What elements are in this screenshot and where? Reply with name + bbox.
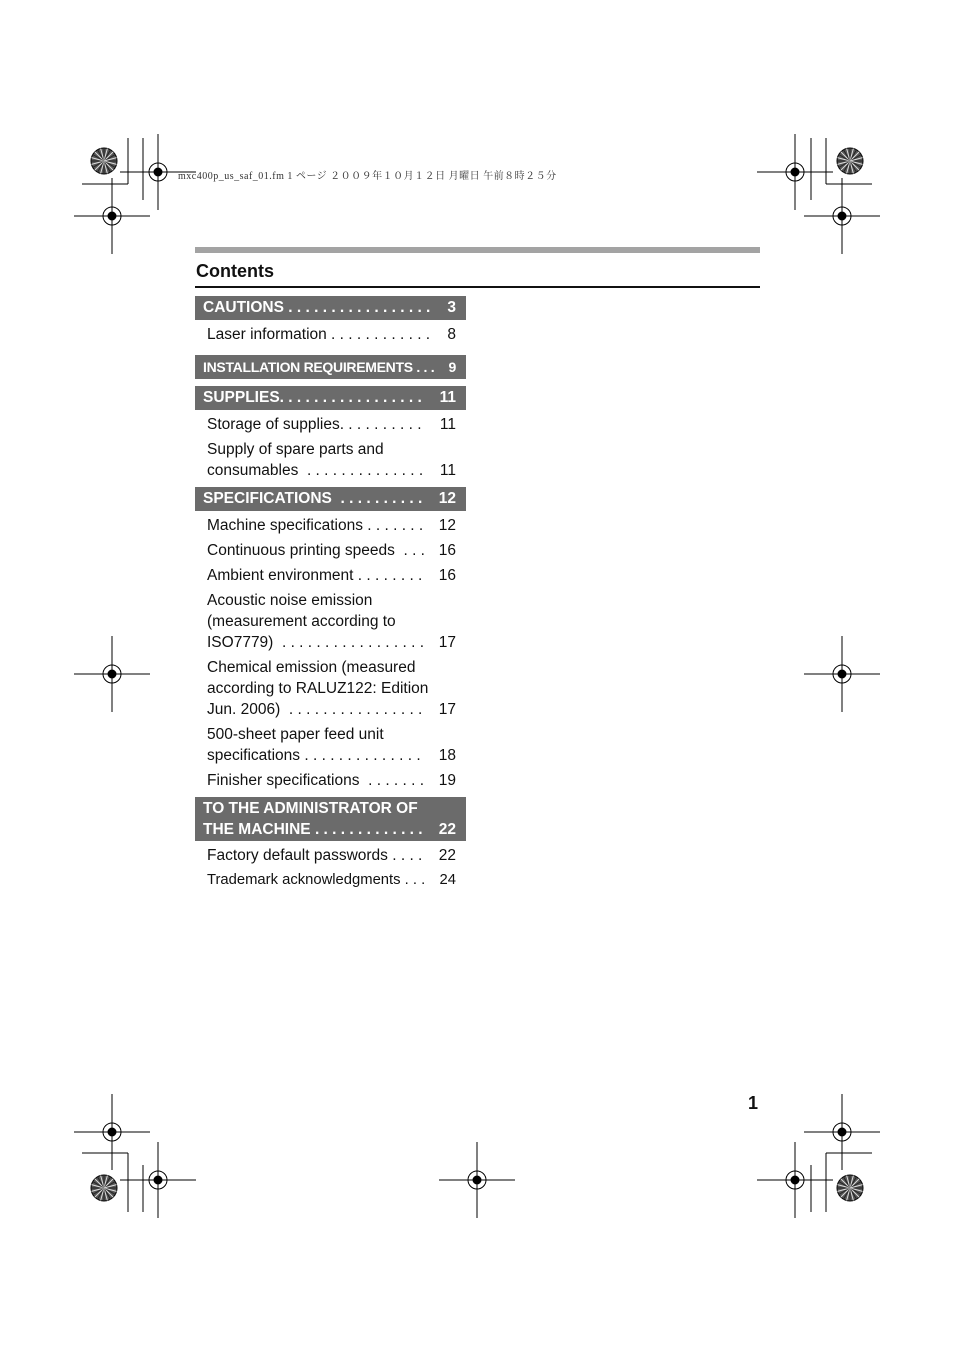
toc-entry-page: 24	[439, 872, 456, 888]
toc-entry-title: Laser information . . . . . . . . . . . .	[207, 326, 431, 343]
toc-entry-page: 19	[438, 772, 456, 789]
registration-dot	[473, 1176, 481, 1184]
toc-entry-title: SPECIFICATIONS . . . . . . . . . .	[203, 490, 423, 507]
registration-dot	[108, 670, 116, 678]
toc-entry-title: Trademark acknowledgments . . .	[207, 872, 426, 888]
registration-dot	[838, 670, 846, 678]
toc-entry-page: 9	[448, 359, 456, 375]
toc-entry-page: 11	[439, 416, 456, 433]
registration-dot	[154, 168, 162, 176]
toc-entry-page: 11	[439, 389, 456, 406]
toc-entry-title: Continuous printing speeds . . .	[207, 542, 425, 559]
toc-entry-page: 22	[438, 821, 456, 838]
toc-entry-page: 11	[439, 462, 456, 479]
toc-entry-title: INSTALLATION REQUIREMENTS . . .	[203, 359, 435, 375]
toc-entry-title: Chemical emission (measured according to RALUZ122: Edition Jun. 2006) . . . . . . . . . . . . . . . .	[207, 659, 429, 718]
toc-entry-page: 22	[438, 847, 456, 864]
page-title: Contents	[196, 261, 274, 281]
toc-entry-title: CAUTIONS . . . . . . . . . . . . . . . . .	[203, 299, 431, 316]
toc-entry-title: Storage of supplies. . . . . . . . . .	[207, 416, 422, 433]
toc-entry-page: 12	[438, 517, 456, 534]
registration-dot	[108, 212, 116, 220]
toc-entry-title: 500-sheet paper feed unit specifications . . . . . . . . . . . . . .	[207, 726, 421, 764]
toc-entry-title: Acoustic noise emission (measurement according to ISO7779) . . . . . . . . . . . . . . . . .	[207, 592, 425, 651]
toc-entry-title: TO THE ADMINISTRATOR OF THE MACHINE . . . . . . . . . . . . .	[203, 800, 423, 838]
toc-entry-title: Supply of spare parts and consumables . . . . . . . . . . . . . .	[207, 441, 424, 479]
toc-entry-title: Factory default passwords . . . .	[207, 847, 423, 864]
toc-entry-page: 3	[447, 299, 456, 316]
registration-dot	[791, 168, 799, 176]
registration-dot	[838, 1128, 846, 1136]
toc-entry-page: 17	[438, 634, 456, 651]
toc-entry-page: 12	[438, 490, 456, 507]
toc-entry-title: Finisher specifications . . . . . . .	[207, 772, 425, 789]
toc-entry-page: 17	[438, 701, 456, 718]
toc-entry-title: Machine specifications . . . . . . .	[207, 517, 424, 534]
registration-dot	[838, 212, 846, 220]
toc-entry-page: 16	[438, 567, 456, 584]
file-slug: mxc400p_us_saf_01.fm 1 ページ ２００９年１０月１２日 月曜日 午前８時２５分	[178, 171, 557, 182]
registration-dot	[791, 1176, 799, 1184]
page-number: 1	[748, 1093, 759, 1113]
registration-dot	[108, 1128, 116, 1136]
toc-entry-page: 16	[438, 542, 456, 559]
toc-entry-title: SUPPLIES. . . . . . . . . . . . . . . . .	[203, 389, 422, 406]
toc-entry-page: 8	[447, 326, 456, 343]
registration-dot	[154, 1176, 162, 1184]
toc-entry-title: Ambient environment . . . . . . . .	[207, 567, 423, 584]
toc-entry-page: 18	[438, 747, 456, 764]
